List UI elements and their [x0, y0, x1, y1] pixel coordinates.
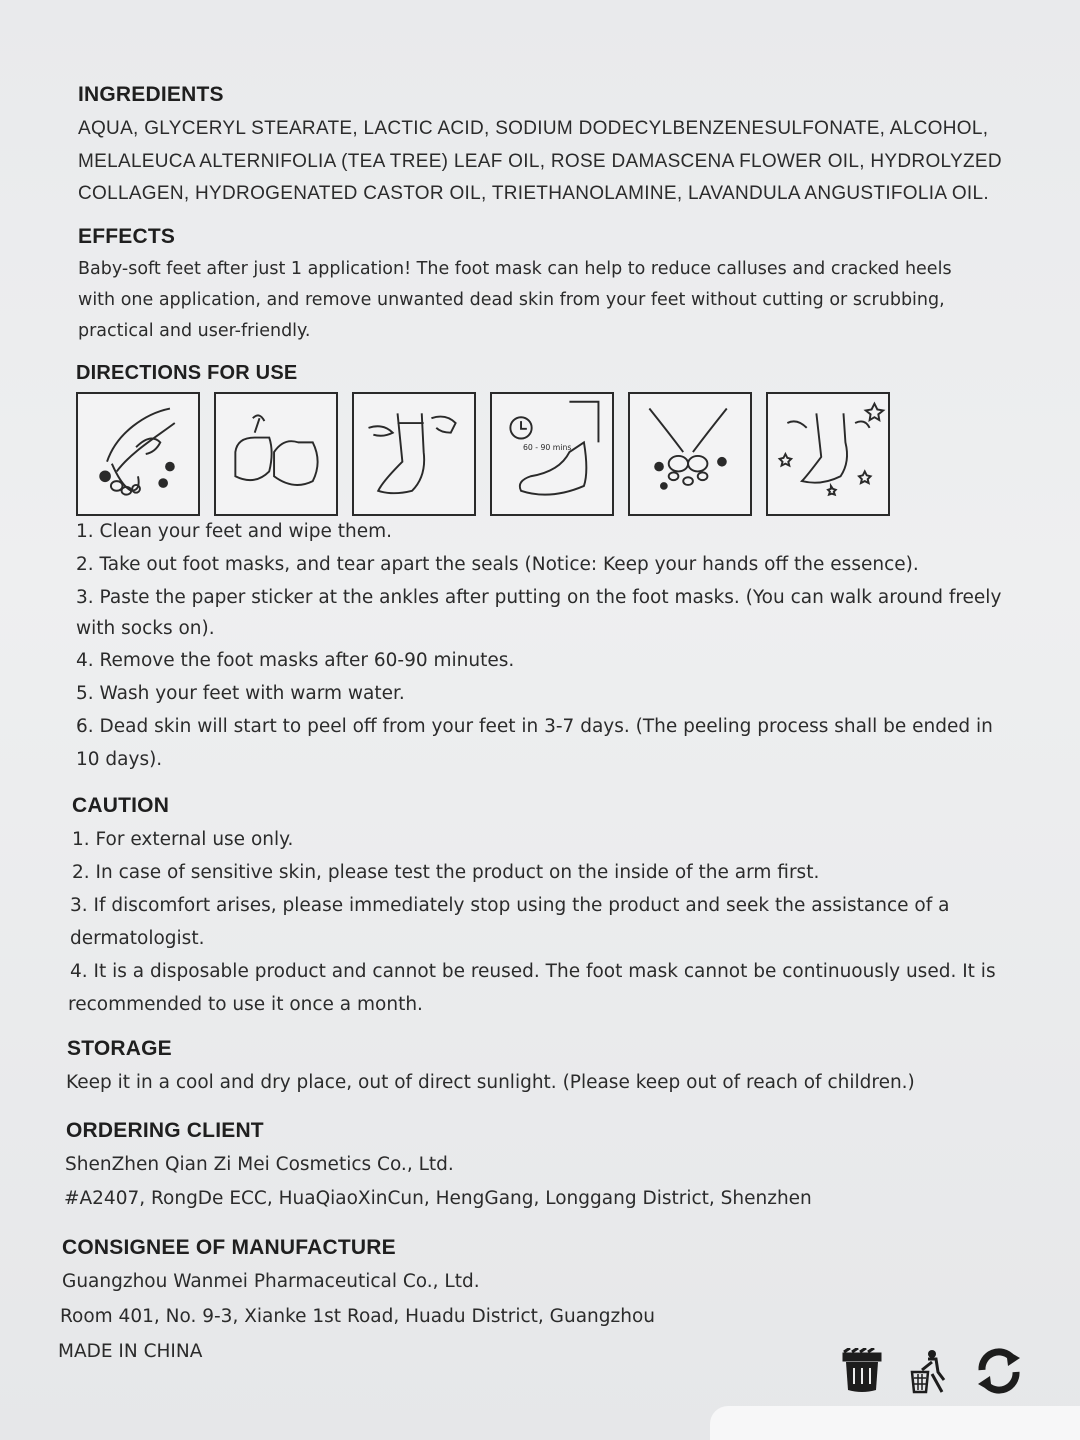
caution-line: 2. In case of sensitive skin, please test the product on the inside of the arm first.	[72, 862, 820, 883]
package-symbols	[840, 1346, 1026, 1396]
directions-heading: DIRECTIONS FOR USE	[76, 362, 298, 384]
consignee-heading: CONSIGNEE OF MANUFACTURE	[62, 1236, 396, 1259]
direction-line: 10 days).	[76, 749, 163, 770]
storage-heading: STORAGE	[67, 1037, 172, 1060]
caution-line: 4. It is a disposable product and cannot be reused. The foot mask cannot be continuously used. It is	[70, 961, 996, 982]
consignee-line: Guangzhou Wanmei Pharmaceutical Co., Ltd.	[62, 1271, 480, 1292]
caution-line: 3. If discomfort arises, please immediately stop using the product and seek the assistance of a	[70, 895, 950, 916]
directions-illustrations	[76, 392, 890, 516]
direction-line: 3. Paste the paper sticker at the ankles after putting on the foot masks. (You can walk around freely	[76, 587, 1002, 608]
recycle-icon	[972, 1346, 1026, 1396]
storage-line: Keep it in a cool and dry place, out of direct sunlight. (Please keep out of reach of children.)	[66, 1072, 915, 1093]
waste-bin-icon	[908, 1348, 948, 1394]
ordering-client-line: ShenZhen Qian Zi Mei Cosmetics Co., Ltd.	[65, 1154, 454, 1175]
step-4-wait-illustration	[490, 392, 614, 516]
direction-line: 1. Clean your feet and wipe them.	[76, 521, 393, 542]
step-5-wash-feet-illustration	[628, 392, 752, 516]
step-3-wear-mask-illustration	[352, 392, 476, 516]
ordering-client-heading: ORDERING CLIENT	[66, 1119, 264, 1142]
step-1-clean-feet-illustration	[76, 392, 200, 516]
caution-line: 1. For external use only.	[72, 829, 294, 850]
effects-heading: EFFECTS	[78, 225, 176, 248]
direction-line: 5. Wash your feet with warm water.	[76, 683, 405, 704]
effects-line: Baby-soft feet after just 1 application! The foot mask can help to reduce calluses and cracked heels	[78, 259, 952, 279]
made-in-label: MADE IN CHINA	[58, 1341, 203, 1362]
ingredients-line: MELALEUCA ALTERNIFOLIA (TEA TREE) LEAF OIL, ROSE DAMASCENA FLOWER OIL, HYDROLYZED	[78, 151, 1002, 172]
step-6-soft-feet-illustration	[766, 392, 890, 516]
open-jar-icon	[840, 1348, 884, 1394]
caution-heading: CAUTION	[72, 794, 170, 817]
caution-line: recommended to use it once a month.	[68, 994, 423, 1015]
ingredients-heading: INGREDIENTS	[78, 83, 224, 106]
ingredients-line: COLLAGEN, HYDROGENATED CASTOR OIL, TRIETHANOLAMINE, LAVANDULA ANGUSTIFOLIA OIL.	[78, 183, 989, 204]
effects-line: with one application, and remove unwanted dead skin from your feet without cutting or scrubbing,	[78, 290, 945, 310]
timer-label: 60 - 90 mins	[522, 443, 572, 453]
corner-label-patch	[710, 1406, 1080, 1440]
direction-line: with socks on).	[76, 618, 215, 639]
ordering-client-line: #A2407, RongDe ECC, HuaQiaoXinCun, HengGang, Longgang District, Shenzhen	[64, 1188, 812, 1209]
caution-line: dermatologist.	[70, 928, 205, 949]
direction-line: 6. Dead skin will start to peel off from your feet in 3-7 days. (The peeling process shall be ended in	[76, 716, 993, 737]
direction-line: 4. Remove the foot masks after 60-90 minutes.	[76, 650, 515, 671]
consignee-line: Room 401, No. 9-3, Xianke 1st Road, Huadu District, Guangzhou	[60, 1306, 655, 1327]
ingredients-line: AQUA, GLYCERYL STEARATE, LACTIC ACID, SODIUM DODECYLBENZENESULFONATE, ALCOHOL,	[78, 118, 989, 139]
direction-line: 2. Take out foot masks, and tear apart the seals (Notice: Keep your hands off the essence).	[76, 554, 919, 575]
effects-line: practical and user-friendly.	[78, 321, 311, 341]
step-2-open-mask-illustration	[214, 392, 338, 516]
